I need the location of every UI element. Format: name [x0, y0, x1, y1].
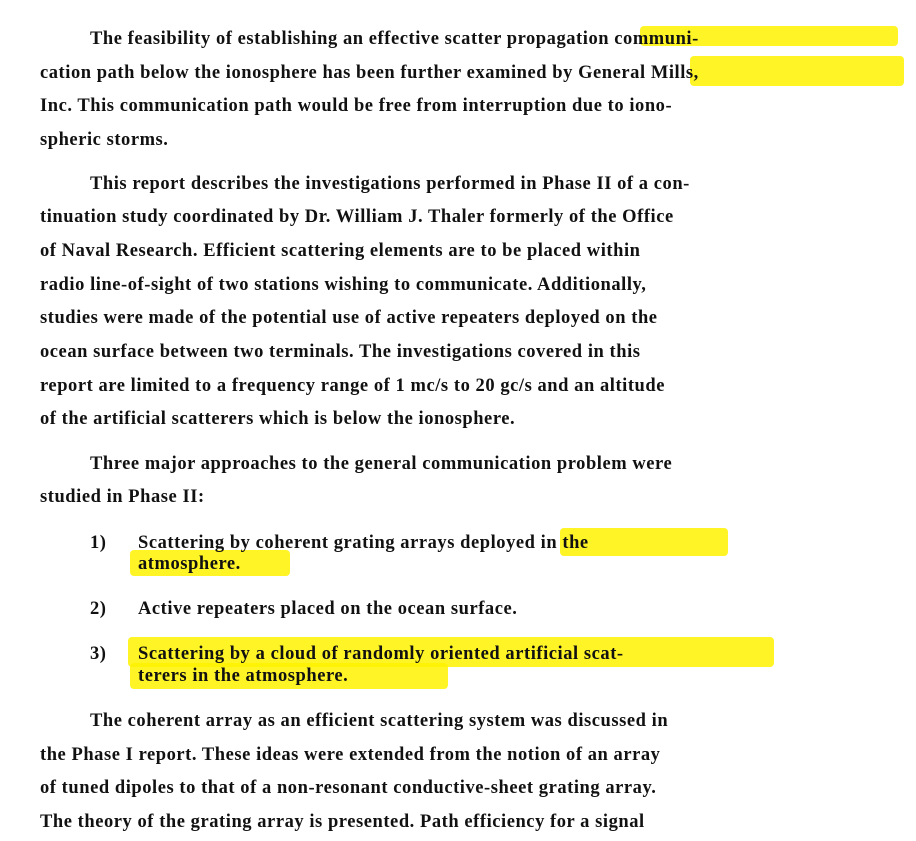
paragraph-1-line — [90, 28, 699, 50]
paragraph-4-line — [90, 710, 668, 732]
text-line: of Naval Research. Efficient scattering elements are to be placed within — [40, 241, 641, 261]
paragraph-2-line — [40, 408, 515, 430]
paragraph-1-line — [40, 129, 168, 151]
paragraph-4-line — [40, 777, 656, 799]
list-item-number: 2) — [90, 599, 107, 619]
highlight-general-mills — [690, 56, 904, 86]
text-line: of the artificial scatterers which is below the ionosphere. — [40, 409, 516, 429]
paragraph-4-line — [40, 811, 645, 833]
paragraph-2-line — [40, 274, 647, 296]
text-line: of tuned dipoles to that of a non-resonant conductive-sheet grating array. — [40, 778, 657, 798]
list-item-number: 1) — [90, 533, 107, 553]
text-line: studies were made of the potential use of active repeaters deployed on the — [40, 308, 658, 328]
list-item — [138, 553, 241, 575]
paragraph-4-line — [40, 744, 660, 766]
highlighted-text: terers in the atmosphere. — [138, 666, 349, 686]
text-line: tinuation study coordinated by Dr. William J. Thaler formerly of the Office — [40, 207, 674, 227]
text-line: report are limited to a frequency range of 1 mc/s to 20 gc/s and an altitude — [40, 376, 666, 396]
list-item — [138, 532, 589, 554]
highlighted-text: by General Mills, — [552, 63, 699, 83]
text-line: cation path below the ionosphere has been further examined — [40, 63, 553, 83]
text-line: The feasibility of establishing an effective scatter propagation communi- — [90, 29, 699, 49]
paragraph-2-line — [40, 240, 641, 262]
list-item — [138, 598, 517, 620]
text-line: Three major approaches to the general communication problem were — [90, 454, 673, 474]
highlighted-text: atmosphere. — [138, 554, 241, 574]
text-line: Inc. This communication path would be free from interruption due to iono- — [40, 96, 673, 116]
paragraph-3-line — [90, 453, 672, 475]
list-item — [138, 665, 348, 687]
highlighted-text: Scattering by a cloud of randomly oriented artificial scat- — [138, 644, 624, 664]
text-line: ocean surface between two terminals. The investigations covered in this — [40, 342, 641, 362]
paragraph-2-line — [40, 307, 658, 329]
text-line: radio line-of-sight of two stations wishing to communicate. Additionally, — [40, 275, 647, 295]
text-line: This report describes the investigations performed in Phase II of a con- — [90, 174, 690, 194]
paragraph-1-line — [40, 62, 699, 84]
text-line: The theory of the grating array is presented. Path efficiency for a signal — [40, 812, 645, 832]
paragraph-1-line — [40, 95, 672, 117]
paragraph-2-line — [40, 206, 674, 228]
text-line: spheric storms. — [40, 130, 169, 150]
paragraph-2-line — [40, 341, 641, 363]
text-line: Active repeaters placed on the ocean surface. — [138, 599, 518, 619]
text-line: The coherent array as an efficient scattering system was discussed in — [90, 711, 669, 731]
list-item — [138, 643, 624, 665]
highlighted-text: deployed in the — [460, 533, 589, 553]
paragraph-3-line — [40, 486, 205, 508]
text-line: Scattering by coherent grating arrays — [138, 533, 461, 553]
text-line: studied in Phase II: — [40, 487, 205, 507]
text-line: the Phase I report. These ideas were extended from the notion of an array — [40, 745, 661, 765]
paragraph-2-line — [40, 375, 665, 397]
paragraph-2-line — [90, 173, 690, 195]
list-item-number: 3) — [90, 644, 107, 664]
